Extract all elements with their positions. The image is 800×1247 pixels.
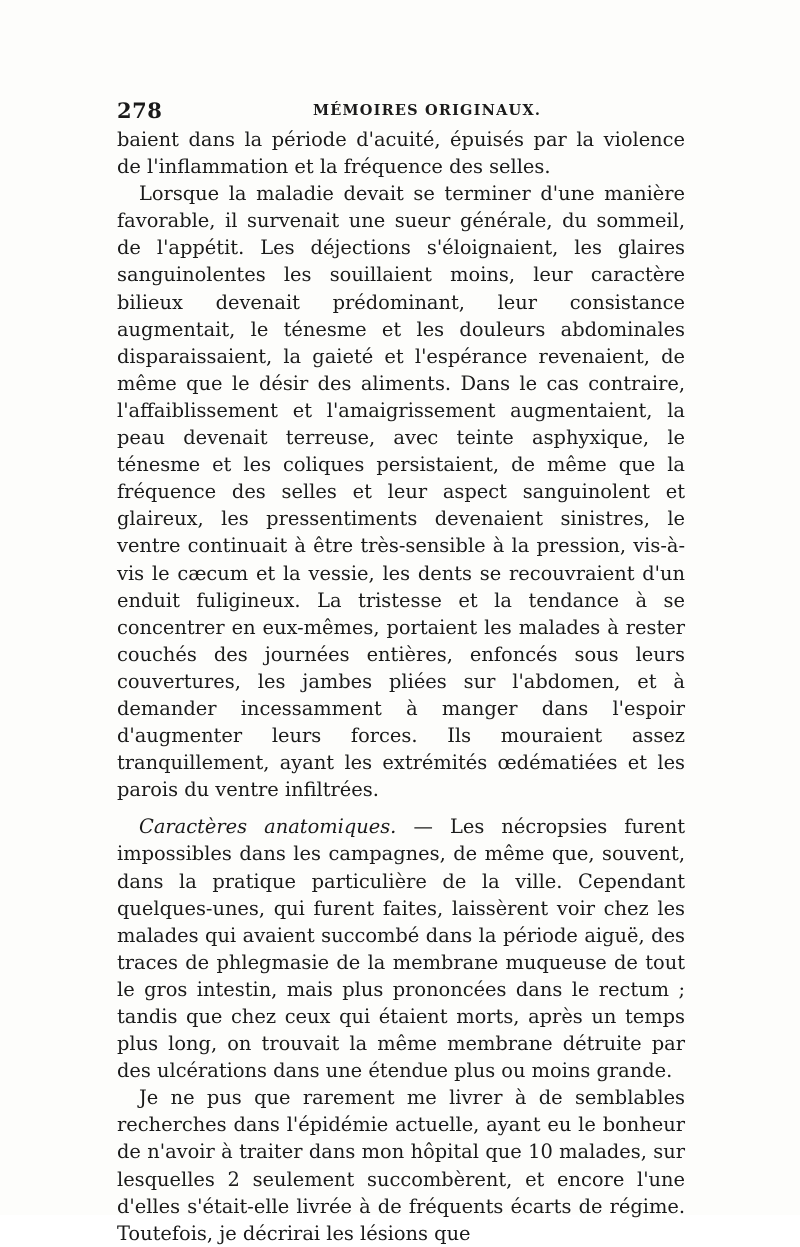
section-title: Caractères anatomiques. (139, 815, 397, 839)
paragraph-current-epidemic: Je ne pus que rarement me livrer à de semblables recherches dans l'épidémie actuelle, ayant eu le bonheur de n'avoir à traiter dans mon hôpital que 10 malades, sur lesquelles 2 seulement succombèrent, et encore l'une d'elles s'était-elle livrée à de fréquents écarts de régime. Toutefois, je décrirai les lésions que (117, 1086, 685, 1245)
running-head: MÉMOIRES ORIGINAUX. (313, 102, 542, 119)
paragraph-disease-course: Lorsque la maladie devait se terminer d'une manière favorable, il survenait une sueur générale, du sommeil, de l'appétit. Les déjections s'éloignaient, les glaires sanguinolentes les souillaient moins, leur caractère bilieux devenait prédominant, leur consistance augmentait, le ténesme et les douleurs abdominales disparaissaient, la gaieté et l'espérance revenaient, de même que le désir des aliments. Dans le cas contraire, l'affaiblissement et l'amaigrissement augmentaient, la peau devenait terreuse, avec teinte asphyxique, le ténesme et les coliques persistaient, de même que la fréquence des selles et leur aspect sanguinolent et glaireux, les pressentiments devenaient sinistres, le ventre continuait à être très-sensible à la pression, vis-à-vis le cæcum et la vessie, les dents se recouvraient d'un enduit fuligineux. La tristesse et la tendance à se concentrer en eux-mêmes, portaient les malades à rester couchés des journées entières, enfoncés sous leurs couvertures, les jambes pliées sur l'abdomen, et à demander incessamment à manger dans l'espoir d'augmenter leurs forces. Ils mouraient assez tranquillement, ayant les extrémités œdématiées et les parois du ventre infiltrées. (117, 182, 685, 802)
paragraph-anatomical-text: — Les nécropsies furent impossibles dans les campagnes, de même que, souvent, dans la pratique particulière de la ville. Cependant quelques-unes, qui furent faites, laissèrent voir chez les malades qui avaient succombé dans la période aiguë, des traces de phlegmasie de la membrane muqueuse de tout le gros intestin, mais plus prononcées dans le rectum ; tandis que chez ceux qui étaient morts, après un temps plus long, on trouvait la même membrane détruite par des ulcérations dans une étendue plus ou moins grande. (117, 815, 685, 1083)
page-number: 278 (117, 98, 163, 123)
paragraph-continuation: baient dans la période d'acuité, épuisés par la violence de l'inflammation et la fréquence des selles. (117, 128, 685, 179)
paragraph-anatomical-characters (117, 813, 685, 1084)
page-header (117, 98, 685, 126)
body-text (117, 126, 685, 1247)
